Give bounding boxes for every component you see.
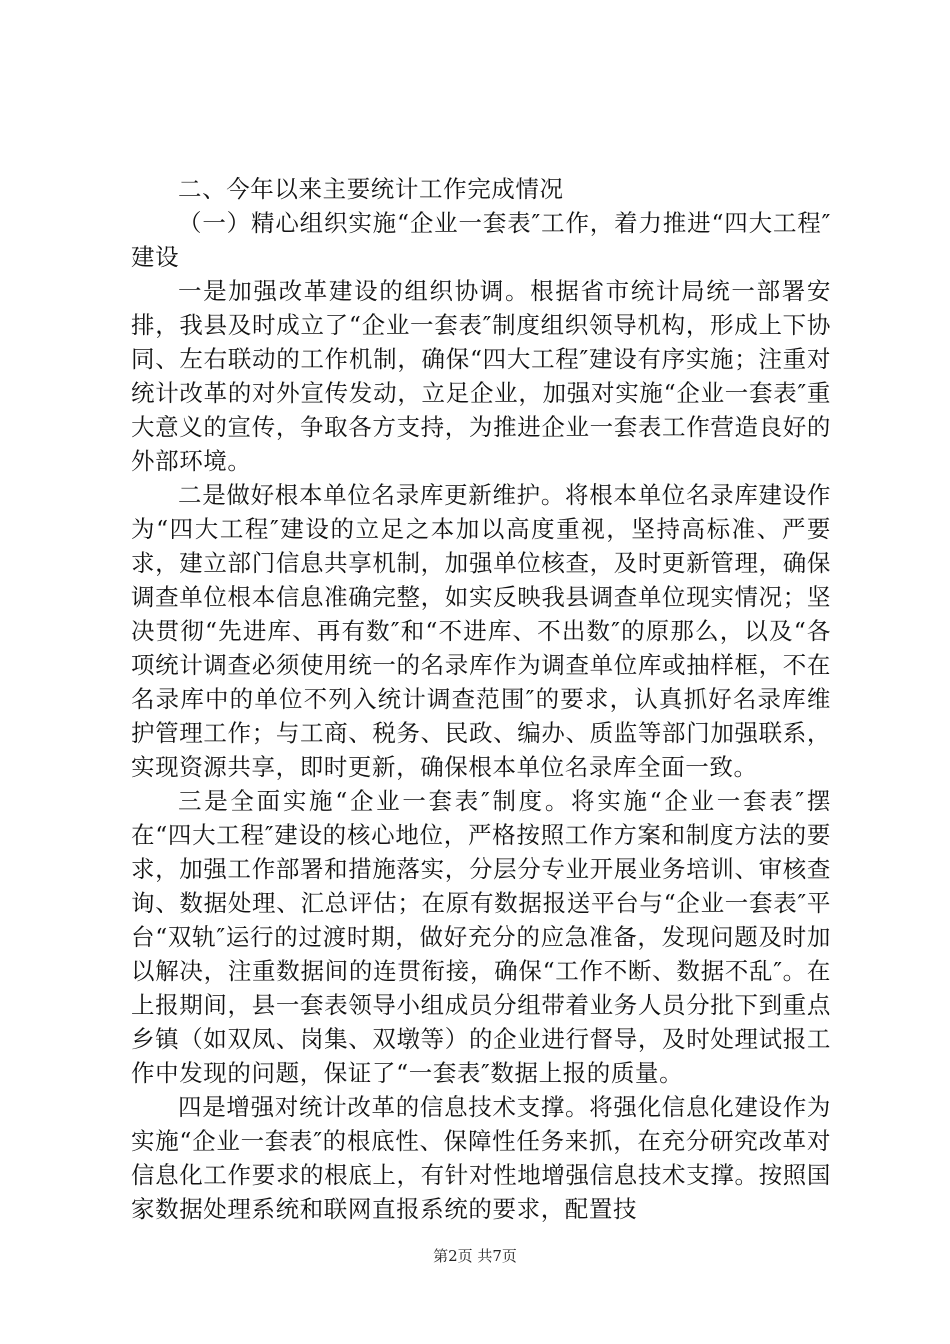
paragraph-2: 二是做好根本单位名录库更新维护。将根本单位名录库建设作为“四大工程″建设的立足之本加以高度重视，坚持高标准、严要求，建立部门信息共享机制，加强单位核查，及时更新管理，确保调查单位根本信息准确完整，如实反映我县调查单位现实情况；坚决贯彻“先进库、再有数″和“不进库、不出数″的原那么，以及“各项统计调查必须使用统一的名录库作为调查单位库或抽样框，不在名录库中的单位不列入统计调查范围″的要求，认真抓好名录库维护管理工作；与工商、税务、民政、编办、质监等部门加强联系，实现资源共享，即时更新，确保根本单位名录库全面一致。: [131, 481, 831, 781]
paragraph-1: 一是加强改革建设的组织协调。根据省市统计局统一部署安排，我县及时成立了“企业一套表″制度组织领导机构，形成上下协同、左右联动的工作机制，确保“四大工程″建设有序实施；注重对统计改革的对外宣传发动，立足企业，加强对实施“企业一套表″重大意义的宣传，争取各方支持，为推进企业一套表工作营造良好的外部环境。: [131, 277, 831, 475]
subsection-heading: （一）精心组织实施“企业一套表″工作，着力推进“四大工程″建设: [131, 209, 831, 271]
document-body: [131, 172, 831, 1226]
page-number-footer: 第2页 共7页: [433, 1247, 517, 1265]
paragraph-4: 四是增强对统计改革的信息技术支撑。将强化信息化建设作为实施“企业一套表″的根底性、保障性任务来抓，在充分研究改革对信息化工作要求的根底上，有针对性地增强信息技术支撑。按照国家数据处理系统和联网直报系统的要求，配置技: [131, 1093, 831, 1223]
section-heading: 二、今年以来主要统计工作完成情况: [178, 175, 564, 203]
paragraph-3: 三是全面实施“企业一套表″制度。将实施“企业一套表″摆在“四大工程″建设的核心地位，严格按照工作方案和制度方法的要求，加强工作部署和措施落实，分层分专业开展业务培训、审核查询、数据处理、汇总评估；在原有数据报送平台与“企业一套表″平台“双轨″运行的过渡时期，做好充分的应急准备，发现问题及时加以解决，注重数据间的连贯衔接，确保“工作不断、数据不乱″。在上报期间，县一套表领导小组成员分组带着业务人员分批下到重点乡镇（如双凤、岗集、双墩等）的企业进行督导，及时处理试报工作中发现的问题，保证了“一套表″数据上报的质量。: [131, 787, 831, 1087]
